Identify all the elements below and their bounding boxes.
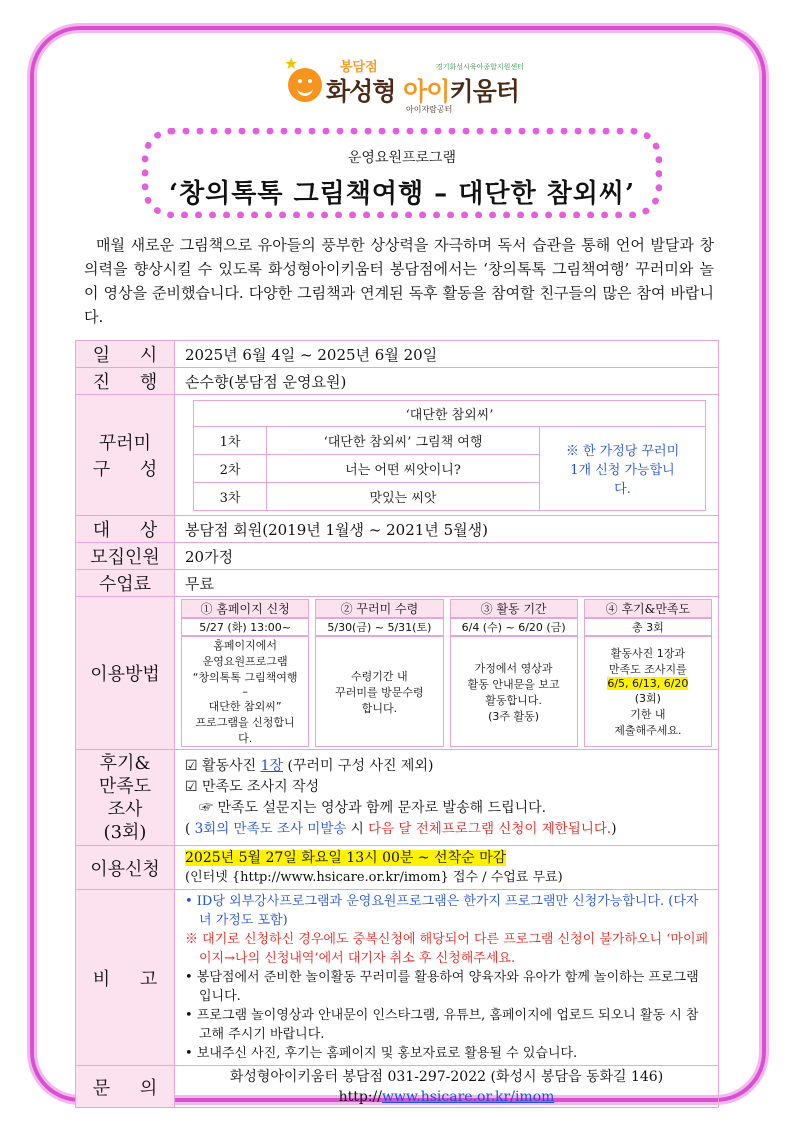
step-desc: 가정에서 영상과 활동 안내문을 보고 활동합니다. (3주 활동) — [450, 636, 578, 747]
value-apply: 2025년 5월 27일 화요일 13시 00분 ~ 선착순 마감 (인터넷 {http://www.hsicare.or.kr/imom} 접수 / 수업료 무료) — [175, 846, 719, 890]
label-recruit: 모집인원 — [76, 543, 175, 570]
kit-round: 1차 — [194, 426, 267, 454]
value-date: 2025년 6월 4일 ~ 2025년 6월 20일 — [175, 341, 719, 368]
label-host: 진 행 — [76, 368, 175, 395]
step-desc: 활동사진 1장과 만족도 조사지를 6/5, 6/13, 6/20 (3회) 기한 내 제출해주세요. — [584, 636, 712, 747]
label-review: 후기& 만족도 조사 (3회) — [76, 750, 175, 846]
note-item: • 보내주신 사진, 후기는 홈페이지 및 홍보자료로 활용될 수 있습니다. — [185, 1046, 578, 1061]
website-link[interactable]: www.hsicare.or.kr/imom — [381, 1088, 555, 1105]
logo-branch: 봉담점 — [340, 60, 378, 75]
value-host: 손수향(봉담점 운영요원) — [175, 368, 719, 395]
row-method — [76, 597, 719, 750]
label-apply: 이용신청 — [76, 846, 175, 890]
logo — [284, 56, 534, 112]
step-date: 총 3회 — [584, 618, 712, 636]
row-apply — [76, 846, 719, 890]
step-desc: 수령기간 내 꾸러미를 방문수령 합니다. — [315, 636, 443, 747]
star-icon: ★ — [284, 54, 299, 73]
label-fee: 수업료 — [76, 570, 175, 597]
step-title: ④ 후기&만족도 — [584, 599, 712, 618]
kit-item: 맛있는 씨앗 — [267, 482, 540, 510]
step-date: 6/4 (수) ~ 6/20 (금) — [450, 618, 578, 636]
kit-header: ‘대단한 참외씨’ — [194, 400, 706, 426]
logo-face-icon — [284, 54, 322, 102]
row-target — [76, 516, 719, 543]
label-contact: 문 의 — [76, 1066, 175, 1108]
label-target: 대 상 — [76, 516, 175, 543]
value-contact: 화성형아이키움터 봉담점 031-297-2022 (화성시 봉담읍 동화길 146) http://www.hsicare.or.kr/imom — [175, 1066, 719, 1108]
title-box — [142, 128, 662, 218]
step-title: ② 꾸러미 수령 — [315, 599, 443, 618]
logo-sub: 아이자람공터 — [406, 105, 453, 114]
kit-round: 2차 — [194, 454, 267, 482]
deadline-dates: 6/5, 6/13, 6/20 — [607, 677, 689, 690]
row-recruit — [76, 543, 719, 570]
row-host — [76, 368, 719, 395]
logo-org: 경기화성시육아종합지원센터 — [436, 63, 524, 71]
label-method: 이용방법 — [76, 597, 175, 750]
row-contact — [76, 1066, 719, 1108]
step-date: 5/30(금) ~ 5/31(토) — [315, 618, 443, 636]
label-date: 일 시 — [76, 341, 175, 368]
row-date — [76, 341, 719, 368]
note-item: ※ 대기로 신청하신 경우에도 중복신청에 해당되어 다른 프로그램 신청이 불가하오니 ‘마이페이지→나의 신청내역’에서 대기자 취소 후 신청해주세요. — [185, 932, 709, 966]
value-recruit: 20가정 — [175, 543, 719, 570]
kit-notice: ※ 한 가정당 꾸러미 1개 신청 가능합니다. — [540, 426, 706, 510]
kit-item: 너는 어떤 씨앗이니? — [267, 454, 540, 482]
step-desc: 홈페이지에서 운영요원프로그램 “창의톡톡 그림책여행 – 대단한 참외씨” 프로그램을 신청합니다. — [181, 636, 309, 747]
row-kit — [76, 395, 719, 516]
program-subtitle: 운영요원프로그램 — [347, 150, 457, 166]
value-target: 봉담점 회원(2019년 1월생 ~ 2021년 5월생) — [175, 516, 719, 543]
value-review: ☑ 활동사진 1장 (꾸러미 구성 사진 제외) ☑ 만족도 조사지 작성 ☞ 만족도 설문지는 영상과 함께 문자로 발송해 드립니다. ( 3회의 만족도 조사 미발송 시 다음 달 전체프로그램 신청이 제한됩니다.) — [175, 750, 719, 846]
kit-table — [193, 400, 706, 511]
program-title: ‘창의톡톡 그림책여행 – 대단한 참외씨’ — [168, 179, 636, 209]
note-item: • 봉담점에서 준비한 놀이활동 꾸러미를 활용하여 양육자와 유아가 함께 놀이하는 프로그램입니다. — [185, 970, 699, 1004]
method-grid — [175, 599, 718, 747]
intro-paragraph: 매월 새로운 그림책으로 유아들의 풍부한 상상력을 자극하며 독서 습관을 통해 언어 발달과 창의력을 향상시킬 수 있도록 화성형아이키움터 봉담점에서는 ‘창의톡톡 그림책여행’ 꾸러미와 놀이 영상을 준비했습니다. 다양한 그림책과 연계된 독후 활동을 참여할 친구들의 많은 참여 바랍니다. — [84, 236, 715, 326]
note-item: • 프로그램 놀이영상과 안내문이 인스타그램, 유튜브, 홈페이지에 업로드 되오니 활동 시 참고해 주시기 바랍니다. — [185, 1008, 699, 1042]
notes-list — [185, 892, 710, 1063]
info-table — [75, 340, 719, 1108]
note-item: • ID당 외부강사프로그램과 운영요원프로그램은 한가지 프로그램만 신청가능합니다. (다자녀 가정도 포함) — [185, 894, 699, 928]
row-notes — [76, 890, 719, 1066]
step-title: ③ 활동 기간 — [450, 599, 578, 618]
row-fee — [76, 570, 719, 597]
step-date: 5/27 (화) 13:00~ — [181, 618, 309, 636]
label-notes: 비 고 — [76, 890, 175, 1066]
kit-round: 3차 — [194, 482, 267, 510]
label-kit: 꾸러미 구 성 — [76, 395, 175, 516]
logo-name: 화성형 아이키움터 — [326, 77, 519, 106]
value-fee: 무료 — [175, 570, 719, 597]
kit-item: ‘대단한 참외씨’ 그림책 여행 — [267, 426, 540, 454]
row-review — [76, 750, 719, 846]
step-title: ① 홈페이지 신청 — [181, 599, 309, 618]
